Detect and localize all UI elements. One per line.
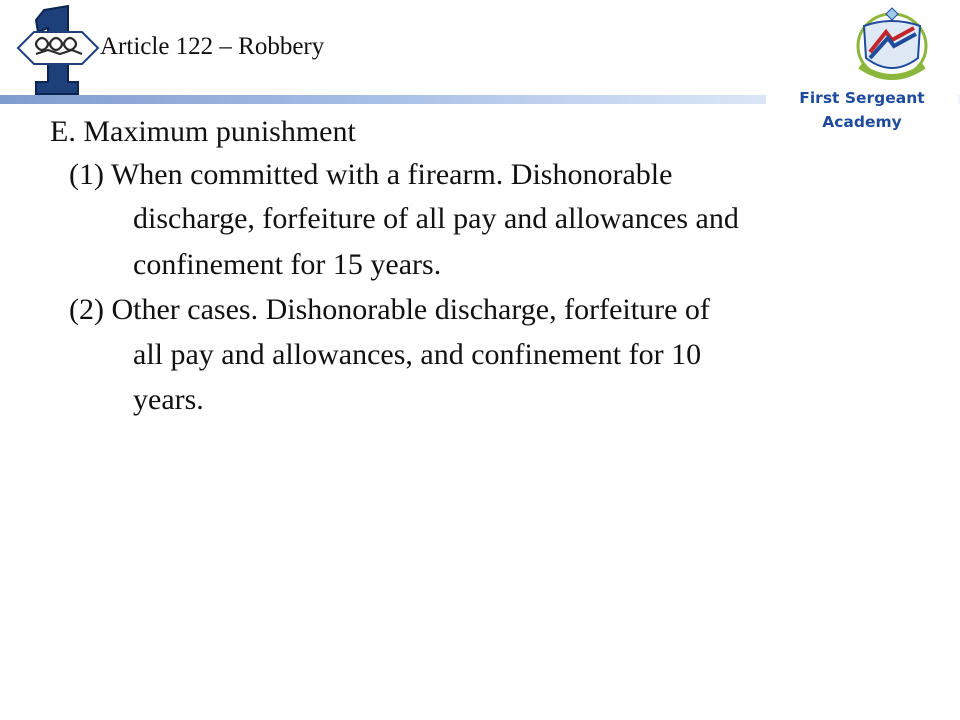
item-1-line-2: discharge, forfeiture of all pay and allowances and — [133, 202, 739, 235]
item-1-line-3: confinement for 15 years. — [133, 248, 442, 281]
slide-title: Article 122 – Robbery — [100, 33, 325, 60]
item-1-line-1: (1) When committed with a firearm. Dishonorable — [69, 158, 673, 191]
item-2-line-2: all pay and allowances, and confinement for 10 — [133, 338, 702, 371]
first-sergeant-insignia-logo — [14, 4, 102, 96]
item-2-line-3: years. — [133, 383, 204, 416]
academy-label: First Sergeant Academy — [766, 86, 958, 110]
academy-shield-logo — [846, 6, 938, 88]
item-2-line-1: (2) Other cases. Dishonorable discharge, forfeiture of — [69, 293, 710, 326]
section-heading: E. Maximum punishment — [50, 115, 356, 148]
